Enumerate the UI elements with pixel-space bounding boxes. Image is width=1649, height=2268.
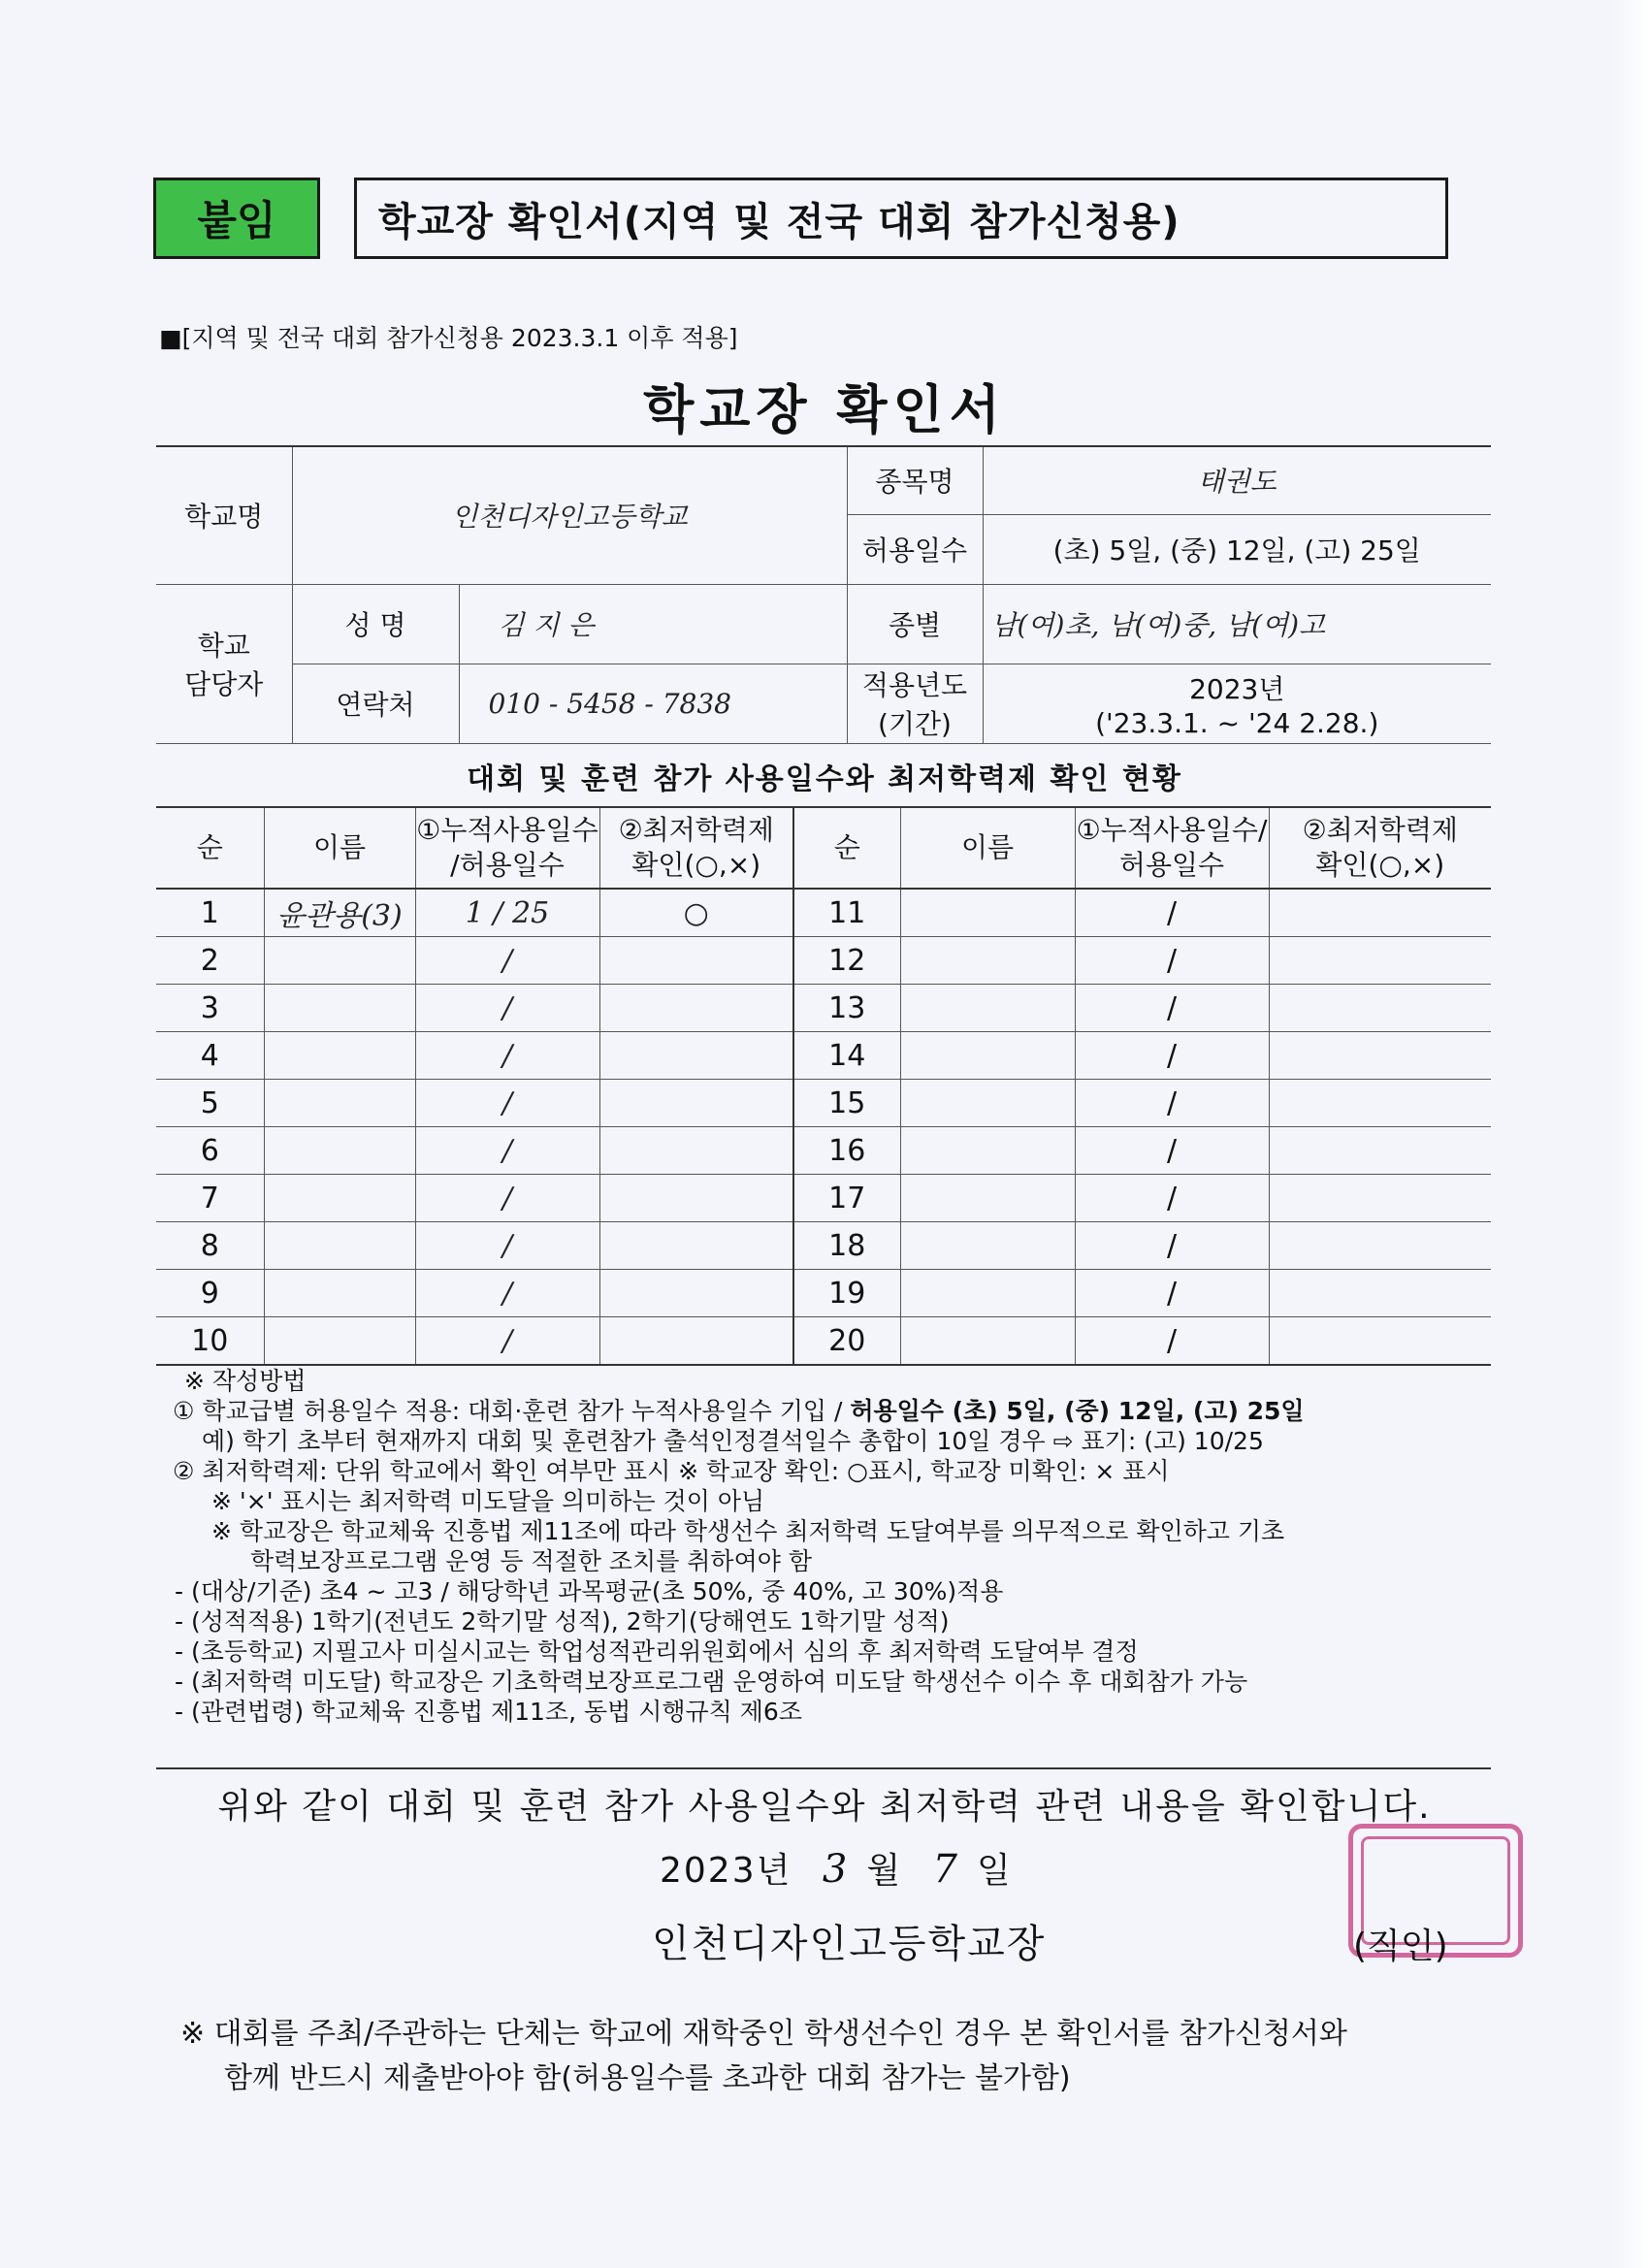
attachment-title: 학교장 확인서(지역 및 전국 대회 참가신청용) <box>354 178 1448 259</box>
row-days-left: / <box>415 1080 599 1127</box>
date-year: 2023년 <box>660 1851 792 1891</box>
detail-5: - (관련법령) 학교체육 진흥법 제11조, 동법 시행규칙 제6조 <box>175 1698 802 1726</box>
row-acad-right <box>1269 1317 1491 1366</box>
header-acad-right <box>1269 807 1491 889</box>
table-row <box>156 889 1491 937</box>
header-days-right-line2: 허용일수 <box>1118 849 1225 881</box>
header-days-right <box>1075 807 1269 889</box>
staff-label <box>156 584 292 743</box>
row-days-left: / <box>415 1175 599 1222</box>
row-name-left <box>264 937 415 985</box>
records-table <box>156 806 1491 1366</box>
record-rows <box>156 889 1491 1365</box>
row-days-right: / <box>1075 1222 1269 1270</box>
row-no-left: 8 <box>156 1222 264 1270</box>
date-day: 7 <box>932 1847 959 1892</box>
row-no-left: 1 <box>156 889 264 937</box>
header-acad-left-line2: 확인(○,×) <box>631 849 761 881</box>
header-no-right: 순 <box>793 807 900 889</box>
table-row <box>156 1317 1491 1366</box>
notes-heading: ※ 작성방법 <box>184 1367 307 1395</box>
row-days-right: / <box>1075 985 1269 1032</box>
staff-label-line2: 담당자 <box>184 668 264 700</box>
year-value <box>983 664 1491 743</box>
row-name-left <box>264 1175 415 1222</box>
row-acad-left <box>599 937 793 985</box>
year-value-line2: ('23.3.1. ~ '24 2.28.) <box>1095 706 1379 739</box>
row-days-left: / <box>415 1032 599 1080</box>
row-acad-left <box>599 1270 793 1317</box>
header-days-left <box>415 807 599 889</box>
row-name-left: 윤관용(3) <box>264 889 415 937</box>
header-no-left: 순 <box>156 807 264 889</box>
gender-label: 종별 <box>847 584 983 664</box>
row-days-right: / <box>1075 1127 1269 1175</box>
note-2: ② 최저학력제: 단위 학교에서 확인 여부만 표시 ※ 학교장 확인: ○표시, 학교장 미확인: × 표시 <box>173 1457 1170 1485</box>
row-no-right: 19 <box>793 1270 900 1317</box>
row-name-right <box>900 937 1075 985</box>
row-no-left: 4 <box>156 1032 264 1080</box>
row-no-left: 5 <box>156 1080 264 1127</box>
row-no-right: 18 <box>793 1222 900 1270</box>
header-acad-right-line2: 확인(○,×) <box>1315 849 1445 881</box>
row-no-right: 20 <box>793 1317 900 1366</box>
row-days-left: 1 / 25 <box>415 889 599 937</box>
year-value-line1: 2023년 <box>1189 672 1285 705</box>
row-no-right: 12 <box>793 937 900 985</box>
row-days-right: / <box>1075 1080 1269 1127</box>
row-no-right: 11 <box>793 889 900 937</box>
year-label-line1: 적용년도 <box>861 669 968 701</box>
detail-1: - (대상/기준) 초4 ~ 고3 / 해당학년 과목평균(초 50%, 중 40%, 고 30%)적용 <box>175 1577 1004 1605</box>
row-no-left: 7 <box>156 1175 264 1222</box>
row-name-right <box>900 985 1075 1032</box>
row-name-right <box>900 889 1075 937</box>
row-name-right <box>900 1317 1075 1366</box>
date-line <box>660 1843 1013 1893</box>
staff-name-value: 김 지 은 <box>459 584 847 664</box>
header-acad-left-line1: ②최저학력제 <box>618 813 774 846</box>
row-name-left <box>264 1270 415 1317</box>
row-days-right: / <box>1075 889 1269 937</box>
row-acad-right <box>1269 1032 1491 1080</box>
row-no-right: 16 <box>793 1127 900 1175</box>
row-days-left: / <box>415 1222 599 1270</box>
row-days-right: / <box>1075 1032 1269 1080</box>
date-month: 3 <box>822 1847 850 1892</box>
row-no-left: 2 <box>156 937 264 985</box>
row-days-left: / <box>415 1270 599 1317</box>
footer-line-1: ※ 대회를 주최/주관하는 단체는 학교에 재학중인 학생선수인 경우 본 확인서를 참가신청서와 <box>180 2017 1347 2051</box>
row-no-right: 17 <box>793 1175 900 1222</box>
row-days-right: / <box>1075 1175 1269 1222</box>
table-row <box>156 1270 1491 1317</box>
table-row <box>156 1080 1491 1127</box>
row-acad-left <box>599 1032 793 1080</box>
row-name-left <box>264 1222 415 1270</box>
contact-value: 010 - 5458 - 7838 <box>459 664 847 743</box>
row-acad-left <box>599 1175 793 1222</box>
row-name-right <box>900 1222 1075 1270</box>
footer-line-2: 함께 반드시 제출받아야 함(허용일수를 초과한 대회 참가는 불가함) <box>224 2061 1071 2095</box>
confirm-text: 위와 같이 대회 및 훈련 참가 사용일수와 최저학력 관련 내용을 확인합니다. <box>217 1787 1432 1827</box>
table-row <box>156 1032 1491 1080</box>
table-row <box>156 1175 1491 1222</box>
row-no-left: 9 <box>156 1270 264 1317</box>
allowed-days-value: (초) 5일, (중) 12일, (고) 25일 <box>983 514 1491 584</box>
row-name-right <box>900 1270 1075 1317</box>
note-2-b1: ※ 학교장은 학교체육 진흥법 제11조에 따라 학생선수 최저학력 도달여부를 의무적으로 확인하고 기초 <box>211 1517 1285 1545</box>
header-acad-left <box>599 807 793 889</box>
row-name-right <box>900 1032 1075 1080</box>
row-days-left: / <box>415 937 599 985</box>
row-acad-left <box>599 985 793 1032</box>
note-2-a: ※ '×' 표시는 최저학력 미도달을 의미하는 것이 아님 <box>211 1487 765 1515</box>
row-acad-right <box>1269 1080 1491 1127</box>
header-days-right-line1: ①누적사용일수/ <box>1076 813 1268 846</box>
row-no-right: 13 <box>793 985 900 1032</box>
notes <box>173 1366 1492 1727</box>
attachment-badge: 붙임 <box>153 178 320 259</box>
row-no-left: 3 <box>156 985 264 1032</box>
row-name-left <box>264 985 415 1032</box>
row-days-left: / <box>415 1317 599 1366</box>
paper-edge <box>1610 0 1649 2268</box>
row-days-left: / <box>415 1127 599 1175</box>
row-days-right: / <box>1075 1270 1269 1317</box>
contact-label: 연락처 <box>292 664 459 743</box>
divider <box>156 1767 1491 1769</box>
year-label <box>847 664 983 743</box>
year-label-line2: (기간) <box>878 708 952 740</box>
row-name-left <box>264 1080 415 1127</box>
row-name-left <box>264 1127 415 1175</box>
row-acad-right <box>1269 889 1491 937</box>
row-days-left: / <box>415 985 599 1032</box>
row-days-right: / <box>1075 1317 1269 1366</box>
row-name-right <box>900 1175 1075 1222</box>
table-row <box>156 985 1491 1032</box>
row-acad-left <box>599 1127 793 1175</box>
row-acad-left <box>599 1080 793 1127</box>
header-name-right: 이름 <box>900 807 1075 889</box>
row-acad-right <box>1269 1222 1491 1270</box>
gender-value: 남(여)초, 남(여)중, 남(여)고 <box>983 584 1491 664</box>
row-name-left <box>264 1032 415 1080</box>
apply-note: ■[지역 및 전국 대회 참가신청용 2023.3.1 이후 적용] <box>159 324 738 352</box>
row-name-left <box>264 1317 415 1366</box>
allowed-days-label: 허용일수 <box>847 514 983 584</box>
header-days-left-line2: /허용일수 <box>450 849 565 881</box>
table-row <box>156 937 1491 985</box>
seal-label: (직인) <box>1353 1927 1448 1966</box>
detail-3: - (초등학교) 지필고사 미실시교는 학업성적관리위원회에서 심의 후 최저학력 도달여부 결정 <box>175 1637 1139 1666</box>
date-month-unit: 월 <box>866 1851 903 1891</box>
event-label: 종목명 <box>847 446 983 514</box>
header-acad-right-line1: ②최저학력제 <box>1302 813 1458 846</box>
row-acad-right <box>1269 1270 1491 1317</box>
detail-4: - (최저학력 미도달) 학교장은 기초학력보장프로그램 운영하여 미도달 학생선수 이수 후 대회참가 가능 <box>175 1668 1248 1696</box>
row-acad-left <box>599 1222 793 1270</box>
staff-label-line1: 학교 <box>197 630 250 662</box>
row-no-left: 10 <box>156 1317 264 1366</box>
document-title: 학교장 확인서 <box>643 379 1006 440</box>
info-table <box>156 445 1491 744</box>
row-acad-left <box>599 1317 793 1366</box>
row-acad-right <box>1269 1175 1491 1222</box>
header-days-left-line1: ①누적사용일수 <box>416 813 598 846</box>
staff-name-label: 성 명 <box>292 584 459 664</box>
row-name-right <box>900 1080 1075 1127</box>
school-name-value: 인천디자인고등학교 <box>292 446 847 584</box>
table-row <box>156 1222 1491 1270</box>
date-day-unit: 일 <box>977 1851 1013 1891</box>
note-2-b2: 학력보장프로그램 운영 등 적절한 조치를 취하여야 함 <box>250 1547 812 1575</box>
row-no-left: 6 <box>156 1127 264 1175</box>
note-1-text: ① 학교급별 허용일수 적용: 대회·훈련 참가 누적사용일수 기입 / <box>173 1397 851 1425</box>
row-acad-right <box>1269 985 1491 1032</box>
row-acad-right <box>1269 937 1491 985</box>
row-acad-left: ○ <box>599 889 793 937</box>
note-1-example: 예) 학기 초부터 현재까지 대회 및 훈련참가 출석인정결석일수 총합이 10일 경우 ⇨ 표기: (고) 10/25 <box>202 1427 1264 1455</box>
detail-2: - (성적적용) 1학기(전년도 2학기말 성적), 2학기(당해연도 1학기말 성적) <box>175 1607 950 1636</box>
event-value: 태권도 <box>983 446 1491 514</box>
header-name-left: 이름 <box>264 807 415 889</box>
row-days-right: / <box>1075 937 1269 985</box>
table-row <box>156 1127 1491 1175</box>
note-1 <box>173 1396 1492 1426</box>
row-no-right: 15 <box>793 1080 900 1127</box>
note-1-bold: 허용일수 (초) 5일, (중) 12일, (고) 25일 <box>850 1397 1305 1425</box>
school-name-label: 학교명 <box>156 446 292 584</box>
footer-note <box>180 2012 1347 2101</box>
principal-name: 인천디자인고등학교장 <box>652 1922 1047 1966</box>
row-acad-right <box>1269 1127 1491 1175</box>
section-title: 대회 및 훈련 참가 사용일수와 최저학력제 확인 현황 <box>467 762 1182 796</box>
row-name-right <box>900 1127 1075 1175</box>
row-no-right: 14 <box>793 1032 900 1080</box>
